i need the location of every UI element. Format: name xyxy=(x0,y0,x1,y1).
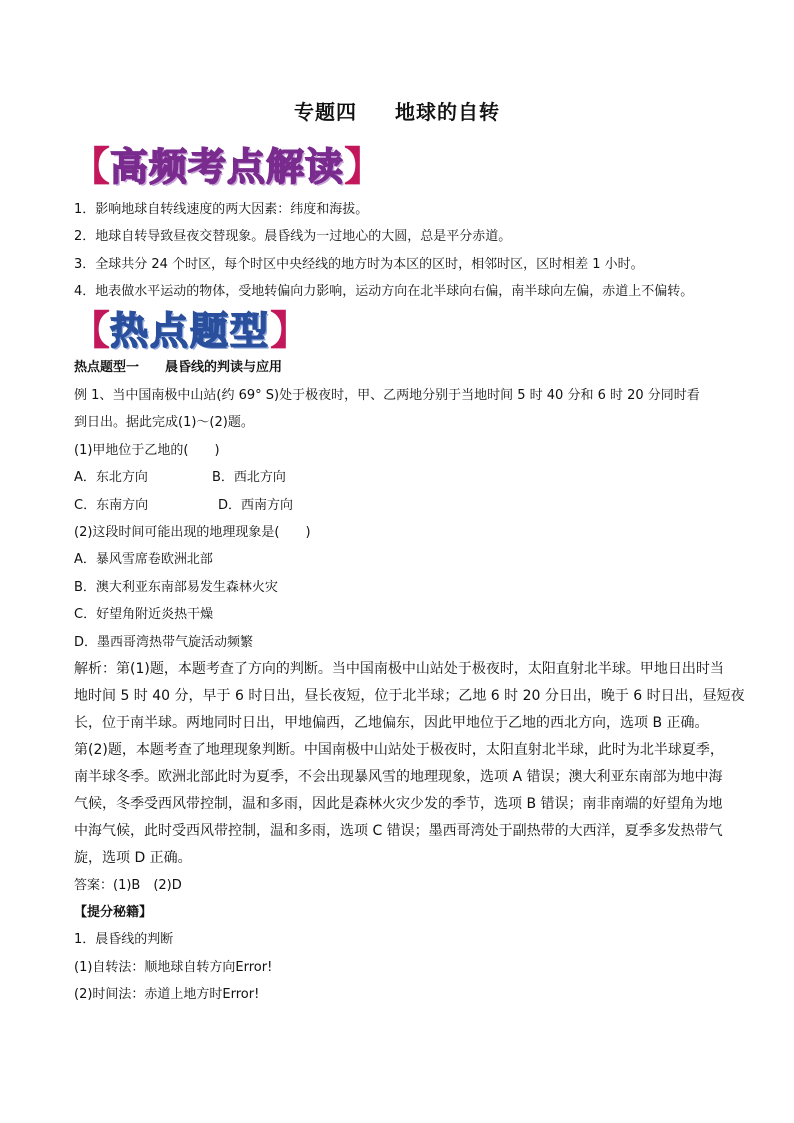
analysis-line-4: 第(2)题，本题考查了地理现象判断。中国南极中山站处于极夜时，太阳直射北半球，此时为北半球夏季， xyxy=(74,742,724,758)
analysis-line-7: 中海气候，此时受西风带控制，温和多雨，选项 C 错误；墨西哥湾处于副热带的大西洋，夏季多发热带气 xyxy=(74,823,723,839)
key-point-4: 4．地表做水平运动的物体，受地转偏向力影响，运动方向在北半球向右偏，南半球向左偏，赤道上不偏转。 xyxy=(74,284,694,299)
key-point-1: 1．影响地球自转线速度的两大因素：纬度和海拔。 xyxy=(74,202,369,217)
question-2: (2)这段时间可能出现的地理现象是( ) xyxy=(74,525,311,540)
q2-option-d: D．墨西哥湾热带气旋活动频繁 xyxy=(74,635,254,650)
analysis-line-5: 南半球冬季。欧洲北部此时为夏季，不会出现暴风雪的地理现象，选项 A 错误；澳大利亚东南部为地中海 xyxy=(74,769,723,785)
example-stem-line-1: 例 1、当中国南极中山站(约 69° S)处于极夜时，甲、乙两地分别于当地时间 5 时 40 分和 6 时 20 分同时看 xyxy=(74,388,700,403)
q1-option-d: D．西南方向 xyxy=(218,498,294,513)
key-point-3: 3．全球共分 24 个时区，每个时区中央经线的地方时为本区的区时，相邻时区，区时相差 1 小时。 xyxy=(74,257,644,272)
banner-close-bracket: 】 xyxy=(344,143,385,190)
key-point-2: 2．地球自转导致昼夜交替现象。晨昏线为一过地心的大圆，总是平分赤道。 xyxy=(74,229,512,244)
banner-text: 热点题型 xyxy=(110,308,271,353)
question-1: (1)甲地位于乙地的( ) xyxy=(74,443,220,458)
section-heading: 热点题型一 晨昏线的判读与应用 xyxy=(74,360,283,375)
banner-text: 高频考点解读 xyxy=(110,144,345,189)
answer-line: 答案：(1)B (2)D xyxy=(74,878,182,893)
q2-option-a: A．暴风雪席卷欧洲北部 xyxy=(74,552,213,567)
hot-question-types-banner xyxy=(70,306,310,356)
page-title xyxy=(0,96,794,125)
banner-open-bracket: 【 xyxy=(70,307,110,354)
analysis-line-3: 长，位于南半球。两地同时日出，甲地偏西，乙地偏东，因此甲地位于乙地的西北方向，选项 B 正确。 xyxy=(74,715,709,731)
analysis-line-2: 地时间 5 时 40 分，早于 6 时日出，昼长夜短，位于北半球；乙地 6 时 20 分日出，晚于 6 时日出，昼短夜 xyxy=(74,688,745,704)
example-stem-line-2: 到日出。据此完成(1)～(2)题。 xyxy=(74,415,254,430)
analysis-line-6: 气候，冬季受西风带控制，温和多雨，因此是森林火灾少发的季节，选项 B 错误；南非南端的好望角为地 xyxy=(74,796,723,812)
banner-close-bracket: 】 xyxy=(270,307,311,354)
tip-line-3: (2)时间法：赤道上地方时Error! xyxy=(74,987,260,1002)
q1-option-c: C．东南方向 xyxy=(74,498,149,513)
analysis-line-1: 解析：第(1)题，本题考查了方向的判断。当中国南极中山站处于极夜时，太阳直射北半球。甲地日出时当 xyxy=(74,661,724,677)
title-topic-name: 地球的自转 xyxy=(395,100,500,124)
q1-option-a: A．东北方向 xyxy=(74,470,148,485)
tip-line-1: 1．晨昏线的判断 xyxy=(74,932,174,947)
q2-option-c: C．好望角附近炎热干燥 xyxy=(74,607,214,622)
q1-option-b: B．西北方向 xyxy=(212,470,286,485)
tips-heading: 【提分秘籍】 xyxy=(74,905,153,920)
analysis-line-8: 旋，选项 D 正确。 xyxy=(74,850,192,866)
high-frequency-points-banner xyxy=(70,142,384,192)
banner-open-bracket: 【 xyxy=(70,143,110,190)
q2-option-b: B．澳大利亚东南部易发生森林火灾 xyxy=(74,580,278,595)
title-topic-number: 专题四 xyxy=(294,100,357,124)
tip-line-2: (1)自转法：顺地球自转方向Error! xyxy=(74,960,273,975)
